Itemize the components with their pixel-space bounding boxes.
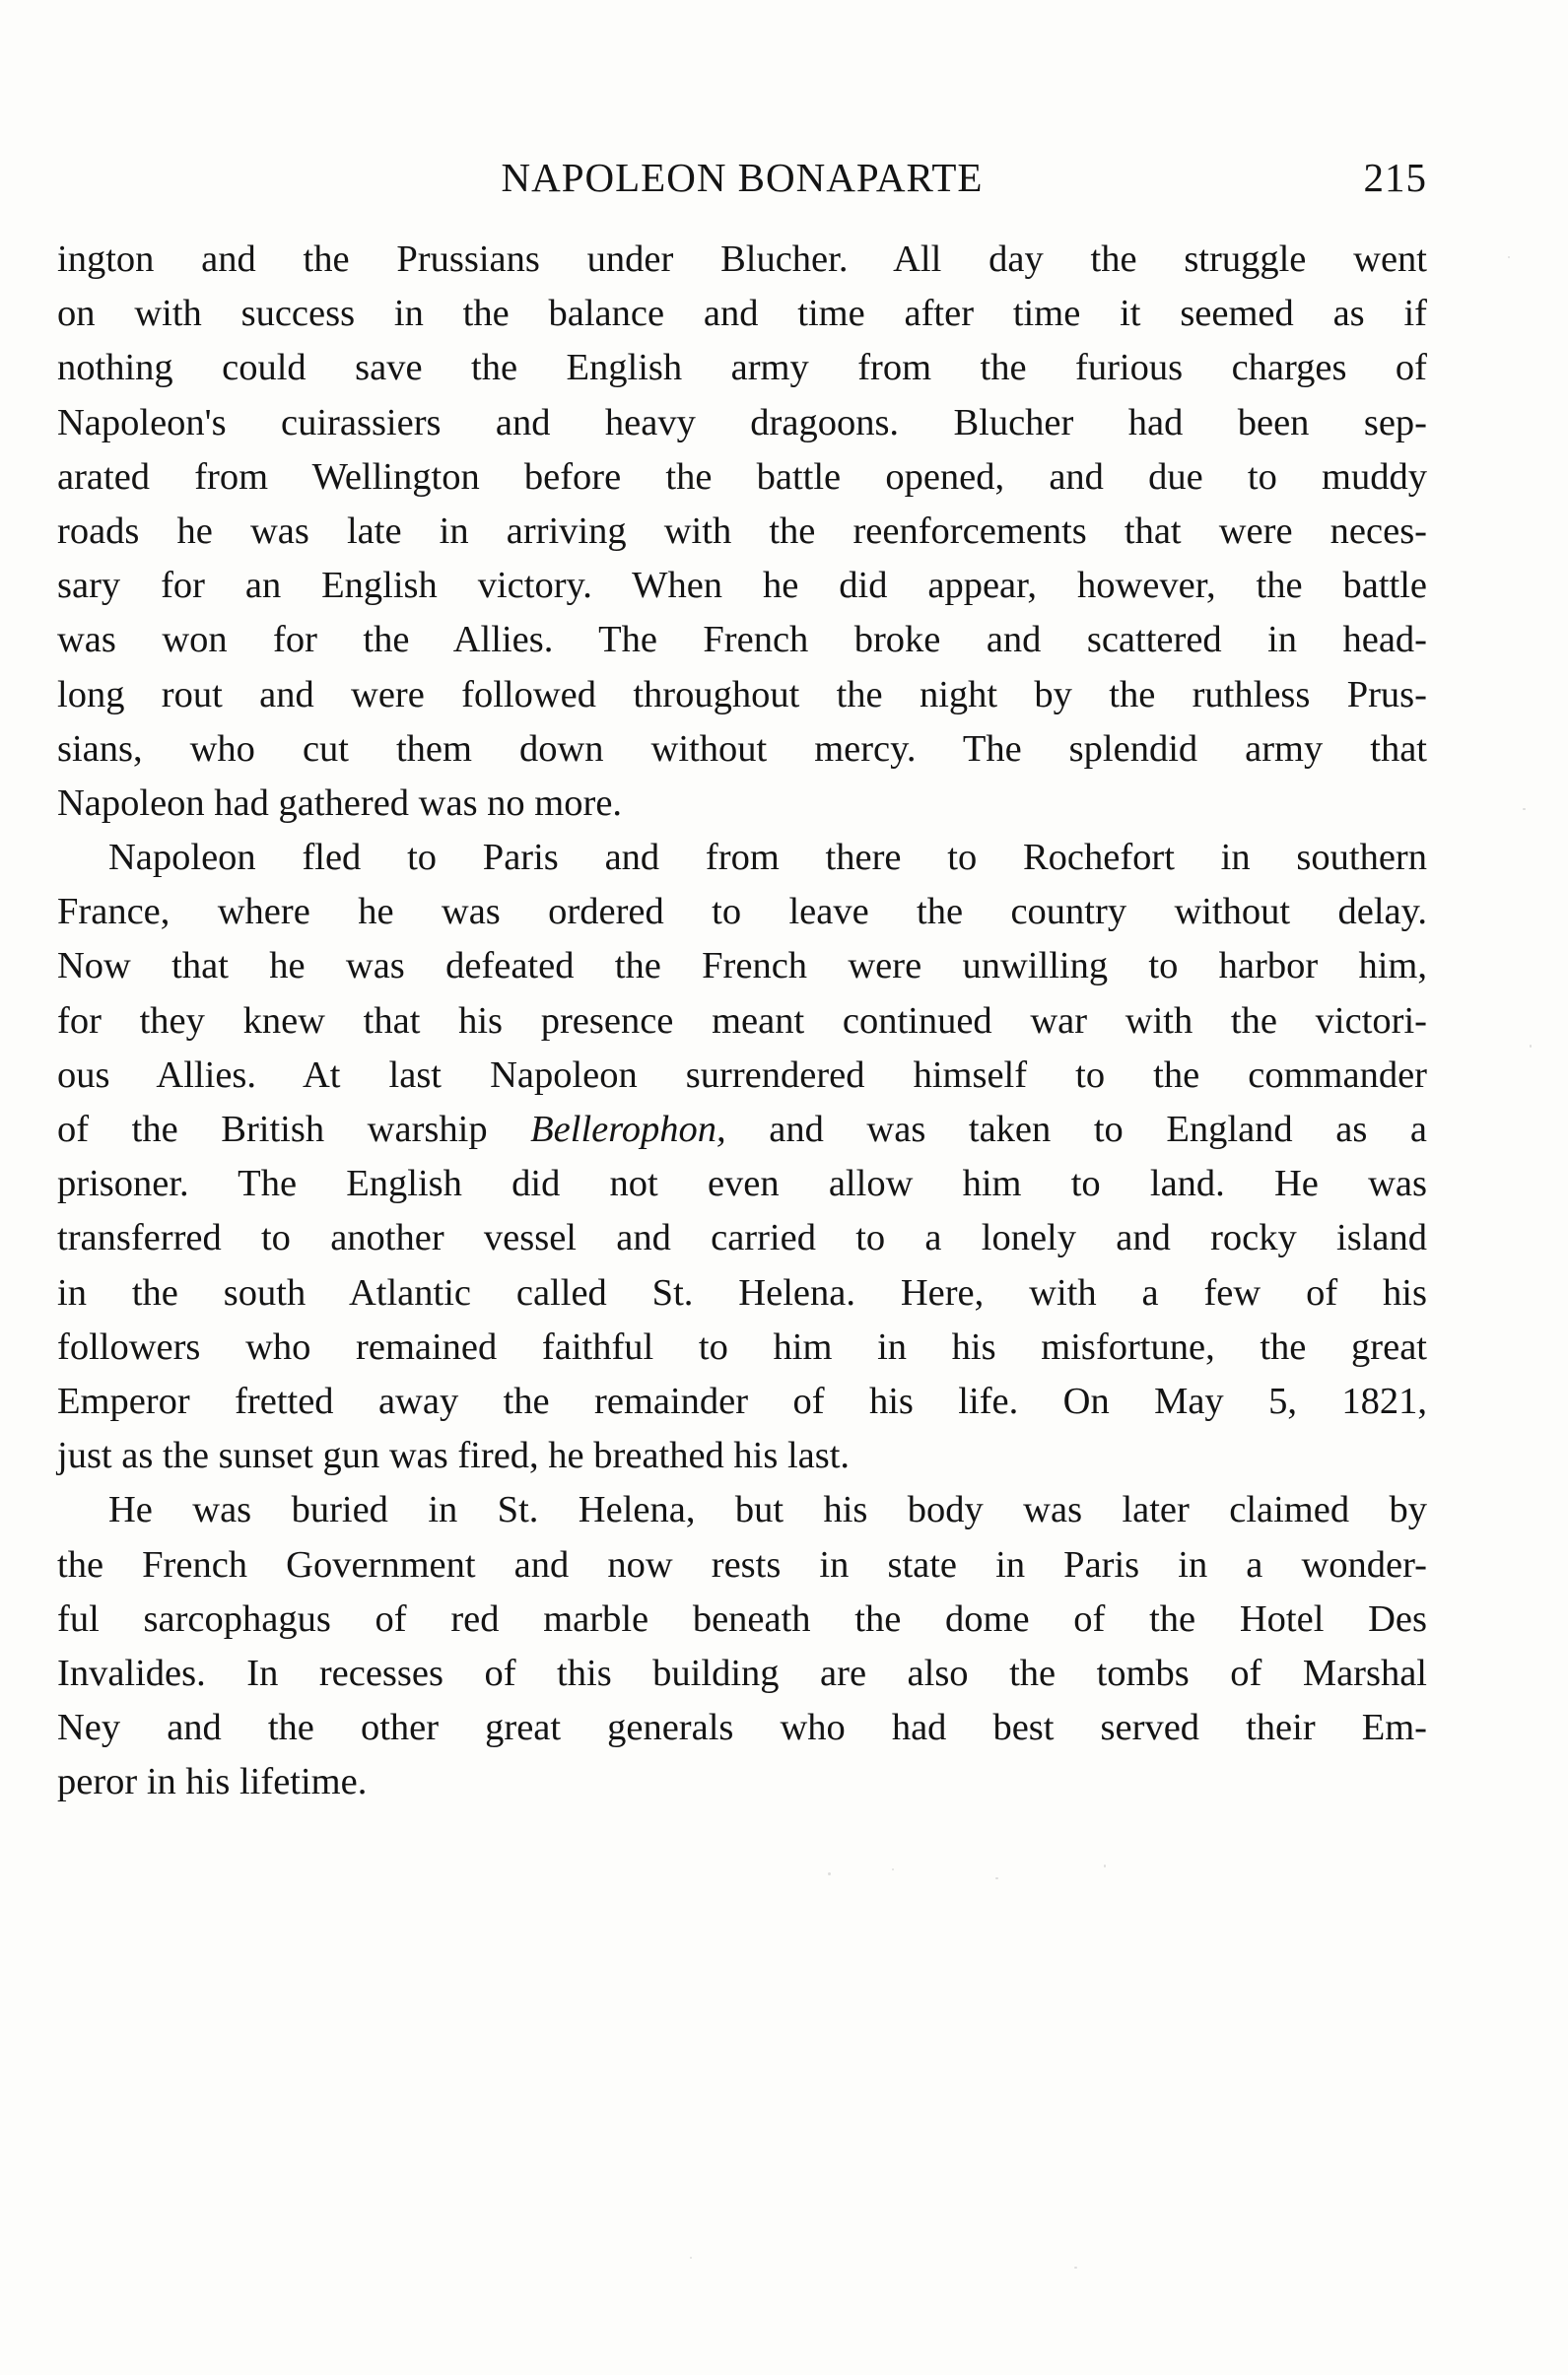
text-line: prisoner. The English did not even allow him to land. He was: [57, 1163, 1427, 1205]
paper-speckle: [828, 1872, 831, 1875]
text-line: Ney and the other great generals who had best served their Em-: [57, 1707, 1427, 1749]
paper-speckle: [1530, 1045, 1532, 1048]
text-line: just as the sunset gun was fired, he breathed his last.: [57, 1435, 851, 1477]
text-line: peror in his lifetime.: [57, 1761, 368, 1803]
text-line: ful sarcophagus of red marble beneath the dome of the Hotel Des: [57, 1597, 1427, 1640]
paper-speckle: [690, 2257, 692, 2259]
text-line: long rout and were followed throughout the night by the ruthless Prus-: [57, 673, 1427, 715]
text-line: ous Allies. At last Napoleon surrendered himself to the commander: [57, 1053, 1427, 1096]
text-line: Now that he was defeated the French were unwilling to harbor him,: [57, 945, 1427, 987]
text-line: sians, who cut them down without mercy. The splendid army that: [57, 727, 1427, 770]
paragraph-2: [57, 831, 1427, 1483]
text-line: Napoleon had gathered was no more.: [57, 781, 623, 824]
text-line: followers who remained faithful to him in his misfortune, the great: [57, 1325, 1427, 1368]
paper-speckle: [1074, 2267, 1077, 2269]
paper-speckle: [892, 1868, 894, 1870]
paragraph-1: [57, 233, 1427, 831]
text-line: Napoleon fled to Paris and from there to Rochefort in southern: [108, 837, 1427, 879]
text-line: Emperor fretted away the remainder of his life. On May 5, 1821,: [57, 1380, 1427, 1422]
paper-speckle: [1508, 256, 1510, 258]
text-line: nothing could save the English army from the furious charges of: [57, 347, 1427, 389]
text-segment: of the British warship: [57, 1109, 531, 1150]
text-segment: and was taken to England as a: [725, 1109, 1427, 1150]
text-line: Napoleon's cuirassiers and heavy dragoons. Blucher had been sep-: [57, 401, 1427, 443]
text-line: the French Government and now rests in state in Paris in a wonder-: [57, 1543, 1427, 1586]
text-line: arated from Wellington before the battle opened, and due to muddy: [57, 455, 1427, 498]
running-title: NAPOLEON BONAPARTE: [501, 155, 984, 200]
text-line: on with success in the balance and time after time it seemed as if: [57, 293, 1427, 335]
paper-speckle: [995, 1877, 998, 1879]
text-line: in the south Atlantic called St. Helena. Here, with a few of his: [57, 1271, 1427, 1314]
running-head: [57, 148, 1427, 207]
page-number: 215: [1363, 155, 1427, 200]
text-line: roads he was late in arriving with the reenforcements that were neces-: [57, 509, 1427, 552]
text-line: was won for the Allies. The French broke and scattered in head-: [57, 619, 1427, 661]
text-line-with-ship-name: [57, 1103, 1427, 1157]
text-line: transferred to another vessel and carried to a lonely and rocky island: [57, 1217, 1427, 1259]
text-line: for they knew that his presence meant continued war with the victori-: [57, 999, 1427, 1042]
paragraph-3: [57, 1483, 1427, 1809]
paper-speckle: [1104, 1865, 1106, 1867]
text-line: Invalides. In recesses of this building are also the tombs of Marshal: [57, 1652, 1427, 1694]
text-line: He was buried in St. Helena, but his body was later claimed by: [108, 1489, 1427, 1531]
text-line: sary for an English victory. When he did appear, however, the battle: [57, 565, 1427, 607]
text-line: France, where he was ordered to leave the country without delay.: [57, 891, 1427, 933]
text-line: ington and the Prussians under Blucher. All day the struggle went: [57, 238, 1427, 280]
paper-speckle: [1523, 808, 1526, 810]
body-text: [57, 233, 1427, 1809]
ship-name: Bellerophon,: [530, 1109, 726, 1150]
